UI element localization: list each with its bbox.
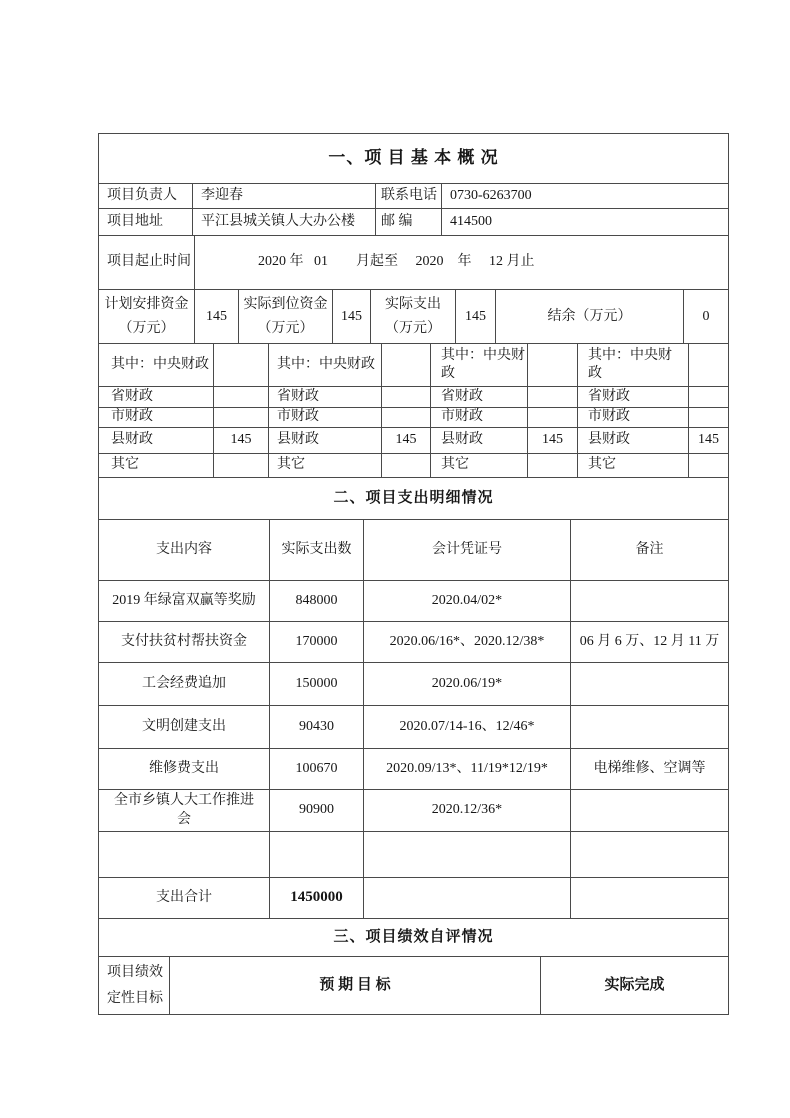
phone-value: 0730-6263700 (450, 187, 532, 203)
other-label-1: 其它 (99, 454, 214, 477)
postcode-label: 邮 编 (376, 209, 442, 235)
city-value-1 (214, 408, 269, 427)
phone-label: 联系电话 (376, 184, 442, 208)
city-finance-row (99, 408, 728, 428)
other-value-4 (689, 454, 728, 477)
expense-amount (270, 832, 364, 877)
expense-note (571, 790, 728, 831)
expense-content: 全市乡镇人大工作推进会 (99, 790, 270, 831)
expense-content: 文明创建支出 (99, 706, 270, 748)
expense-amount: 90430 (270, 706, 364, 748)
county-value-1: 145 (214, 428, 269, 453)
expense-content: 2019 年绿富双赢等奖励 (99, 581, 270, 621)
expense-voucher (364, 832, 571, 877)
total-note-empty (571, 878, 728, 918)
funds-row (99, 290, 728, 344)
province-label-2: 省财政 (269, 387, 382, 407)
duration-row (99, 236, 728, 290)
county-label-2: 县财政 (269, 428, 382, 453)
expense-voucher: 2020.12/36* (364, 790, 571, 831)
central-value-2 (382, 344, 431, 386)
central-finance-row (99, 344, 728, 387)
province-value-1 (214, 387, 269, 407)
expense-voucher: 2020.09/13*、11/19*12/19* (364, 749, 571, 789)
expense-note (571, 581, 728, 621)
section1-title-row (99, 134, 728, 184)
central-value-1 (214, 344, 269, 386)
expected-goal-label: 预 期 目 标 (170, 957, 541, 1014)
section3-title-row (99, 919, 728, 957)
section1-title: 一、项 目 基 本 概 况 (328, 148, 499, 168)
spent-funds-value: 145 (456, 290, 496, 343)
city-value-3 (528, 408, 578, 427)
spent-funds-label: 实际支出（万元） (371, 290, 456, 343)
expense-note (571, 663, 728, 705)
expense-amount: 170000 (270, 622, 364, 662)
header-amount: 实际支出数 (270, 520, 364, 580)
expense-content: 维修费支出 (99, 749, 270, 789)
province-finance-row (99, 387, 728, 408)
expense-note (571, 706, 728, 748)
leader-row (99, 184, 728, 209)
duration-label: 项目起止时间 (99, 236, 195, 289)
county-label-1: 县财政 (99, 428, 214, 453)
expense-content (99, 832, 270, 877)
balance-label: 结余（万元） (496, 290, 684, 343)
section2-title: 二、项目支出明细情况 (333, 489, 494, 506)
other-value-2 (382, 454, 431, 477)
project-evaluation-table (98, 133, 729, 1015)
central-label-3: 其中：中央财政 (431, 344, 528, 386)
other-label-4: 其它 (578, 454, 689, 477)
leader-label: 项目负责人 (99, 184, 193, 208)
planned-funds-value: 145 (195, 290, 239, 343)
expense-total-row (99, 878, 728, 919)
expense-row-empty (99, 832, 728, 878)
duration-value: 2020 年 01 月起至 2020 年 12 月止 (258, 254, 535, 270)
other-value-1 (214, 454, 269, 477)
central-label-2: 其中：中央财政 (269, 344, 382, 386)
total-value: 1450000 (270, 878, 364, 918)
total-label: 支出合计 (99, 878, 270, 918)
expense-row-5 (99, 749, 728, 790)
province-value-4 (689, 387, 728, 407)
city-label-2: 市财政 (269, 408, 382, 427)
header-note: 备注 (635, 541, 664, 557)
province-label-1: 省财政 (99, 387, 214, 407)
section2-title-row (99, 478, 728, 520)
expense-note: 电梯维修、空调等 (593, 760, 706, 776)
central-value-3 (528, 344, 578, 386)
other-label-3: 其它 (431, 454, 528, 477)
planned-funds-label: 计划安排资金（万元） (99, 290, 195, 343)
address-value: 平江县城关镇人大办公楼 (193, 209, 376, 235)
city-value-2 (382, 408, 431, 427)
expense-amount: 100670 (270, 749, 364, 789)
expense-header-row (99, 520, 728, 581)
other-finance-row (99, 454, 728, 478)
expense-amount: 90900 (270, 790, 364, 831)
qualitative-goal-label: 项目绩效定性目标 (99, 957, 170, 1014)
expense-row-4 (99, 706, 728, 749)
expense-row-6 (99, 790, 728, 832)
expense-row-3 (99, 663, 728, 706)
central-value-4 (689, 344, 728, 386)
expense-voucher: 2020.04/02* (364, 581, 571, 621)
county-value-3: 145 (528, 428, 578, 453)
province-label-4: 省财政 (578, 387, 689, 407)
province-value-2 (382, 387, 431, 407)
actual-completion-label: 实际完成 (604, 976, 665, 993)
postcode-value: 414500 (450, 213, 492, 229)
city-value-4 (689, 408, 728, 427)
county-label-3: 县财政 (431, 428, 528, 453)
city-label-1: 市财政 (99, 408, 214, 427)
province-value-3 (528, 387, 578, 407)
section3-title: 三、项目绩效自评情况 (333, 928, 494, 945)
address-row (99, 209, 728, 236)
address-label: 项目地址 (99, 209, 193, 235)
county-finance-row (99, 428, 728, 454)
header-voucher: 会计凭证号 (364, 520, 571, 580)
city-label-3: 市财政 (431, 408, 528, 427)
header-content: 支出内容 (99, 520, 270, 580)
other-value-3 (528, 454, 578, 477)
city-label-4: 市财政 (578, 408, 689, 427)
leader-value: 李迎春 (193, 184, 376, 208)
expense-content: 工会经费追加 (99, 663, 270, 705)
central-label-4: 其中：中央财政 (578, 344, 689, 386)
other-label-2: 其它 (269, 454, 382, 477)
central-label-1: 其中：中央财政 (99, 344, 214, 386)
expense-note: 06 月 6 万、12 月 11 万 (579, 633, 720, 649)
expense-note (571, 832, 728, 877)
expense-amount: 848000 (270, 581, 364, 621)
expense-voucher: 2020.06/16*、2020.12/38* (364, 622, 571, 662)
province-label-3: 省财政 (431, 387, 528, 407)
county-label-4: 县财政 (578, 428, 689, 453)
total-voucher-empty (364, 878, 571, 918)
balance-value: 0 (702, 308, 710, 324)
county-value-4: 145 (698, 432, 719, 448)
expense-voucher: 2020.06/19* (364, 663, 571, 705)
county-value-2: 145 (382, 428, 431, 453)
expense-row-2 (99, 622, 728, 663)
expense-voucher: 2020.07/14-16、12/46* (364, 706, 571, 748)
received-funds-label: 实际到位资金（万元） (239, 290, 333, 343)
received-funds-value: 145 (333, 290, 371, 343)
expense-content: 支付扶贫村帮扶资金 (99, 622, 270, 662)
expense-row-1 (99, 581, 728, 622)
expense-amount: 150000 (270, 663, 364, 705)
performance-goal-row (99, 957, 728, 1014)
